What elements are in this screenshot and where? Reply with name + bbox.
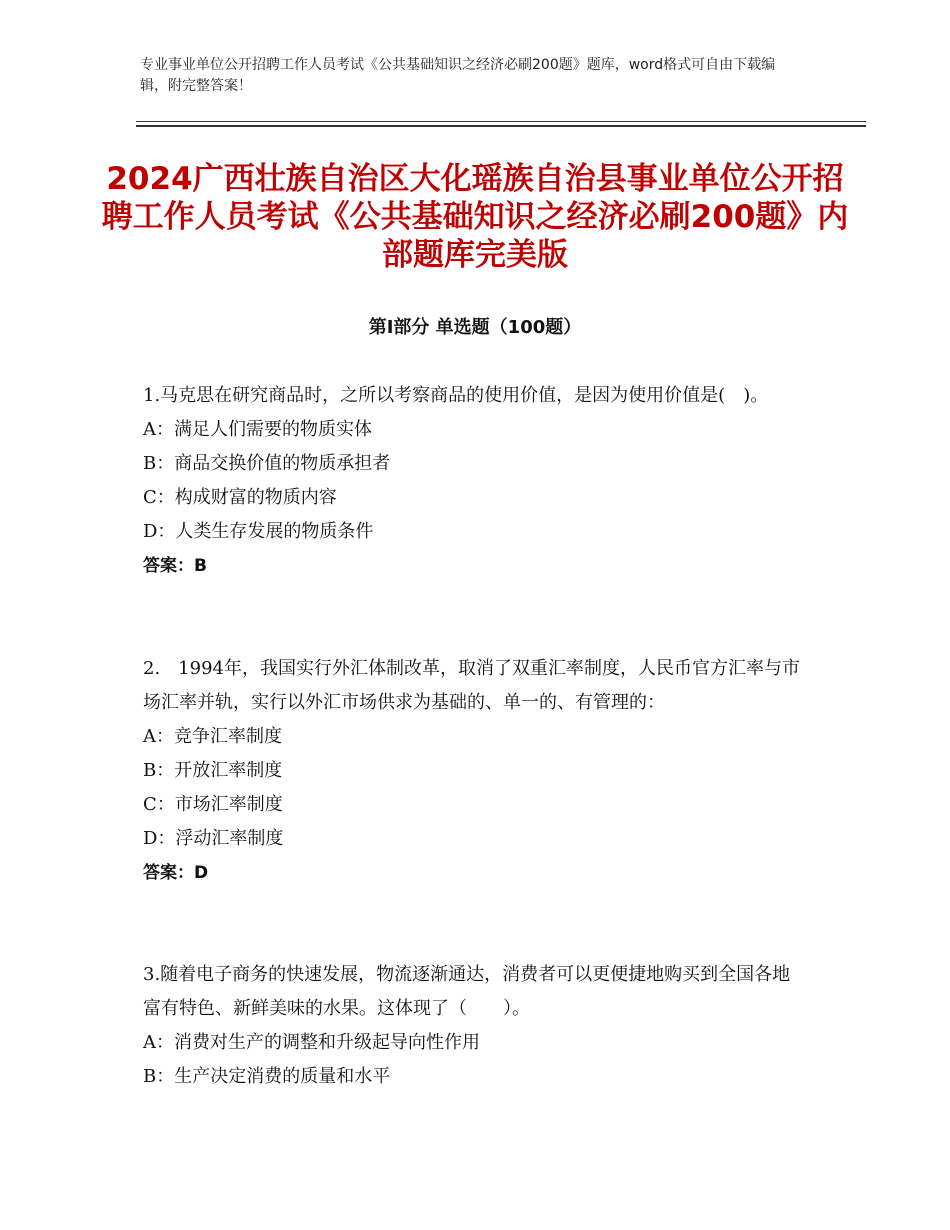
option-c: C：构成财富的物质内容 bbox=[143, 487, 337, 508]
question-stem: 3.随着电子商务的快速发展，物流逐渐通达，消费者可以更便捷地购买到全国各地富有特色、新鲜美味的水果。这体现了（ ）。 bbox=[143, 964, 791, 1019]
header-rule-thick bbox=[136, 125, 866, 127]
option-b: B：生产决定消费的质量和水平 bbox=[143, 1066, 391, 1087]
question-2 bbox=[143, 652, 803, 890]
question-stem: 1.马克思在研究商品时，之所以考察商品的使用价值，是因为使用价值是( )。 bbox=[143, 385, 769, 406]
question-stem: 2. 1994年，我国实行外汇体制改革，取消了双重汇率制度，人民币官方汇率与市场汇率并轨，实行以外汇市场供求为基础的、单一的、有管理的： bbox=[143, 658, 800, 713]
option-d: D：人类生存发展的物质条件 bbox=[143, 521, 374, 542]
option-b: B：开放汇率制度 bbox=[143, 760, 283, 781]
option-c: C：市场汇率制度 bbox=[143, 794, 283, 815]
question-1 bbox=[143, 379, 803, 583]
header-note: 专业事业单位公开招聘工作人员考试《公共基础知识之经济必刷200题》题库，word格式可自由下载编辑，附完整答案！ bbox=[140, 57, 776, 94]
section-title: 第Ⅰ部分 单选题（100题） bbox=[368, 317, 582, 338]
answer: 答案：B bbox=[143, 556, 207, 576]
answer: 答案：D bbox=[143, 863, 209, 883]
option-b: B：商品交换价值的物质承担者 bbox=[143, 453, 391, 474]
question-3 bbox=[143, 958, 803, 1094]
option-d: D：浮动汇率制度 bbox=[143, 828, 284, 849]
option-a: A：竞争汇率制度 bbox=[143, 726, 282, 747]
document-title: 2024广西壮族自治区大化瑶族自治县事业单位公开招聘工作人员考试《公共基础知识之经济必刷200题》内部题库完美版 bbox=[101, 161, 849, 273]
option-a: A：消费对生产的调整和升级起导向性作用 bbox=[143, 1032, 480, 1053]
option-a: A：满足人们需要的物质实体 bbox=[143, 419, 372, 440]
header-rule-thin bbox=[136, 121, 866, 122]
